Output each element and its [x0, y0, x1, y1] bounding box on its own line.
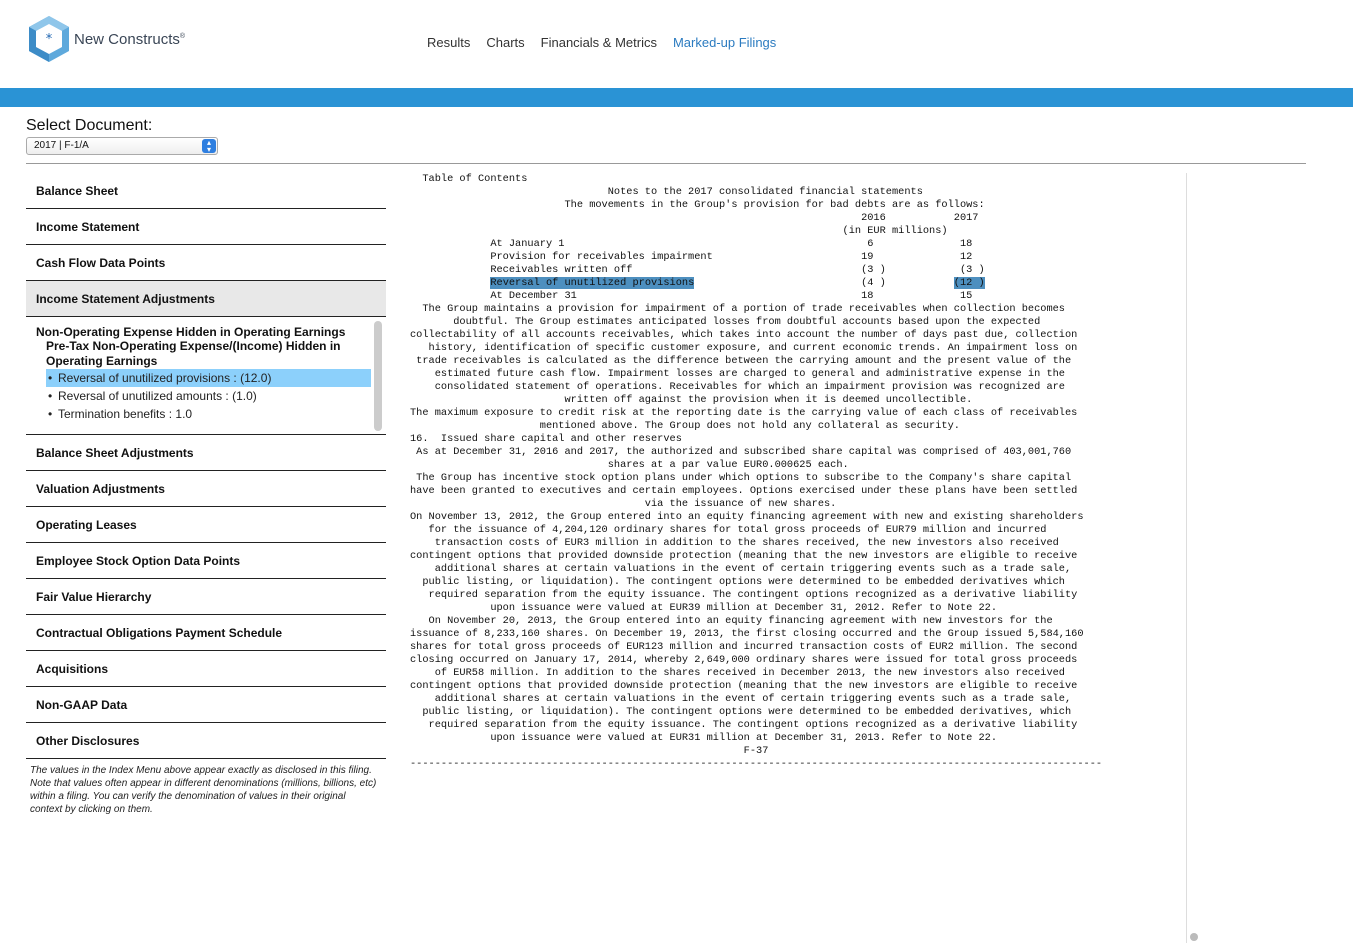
menu-cash-flow-data-points[interactable]: Cash Flow Data Points — [26, 245, 386, 281]
document-line: ---------------------------------------------------------------------------------------------------------------- — [410, 758, 1103, 770]
brand-name: New Constructs® — [74, 31, 186, 48]
document-line: Notes to the 2017 consolidated financial statements — [410, 186, 923, 198]
menu-employee-stock-option-data-points[interactable]: Employee Stock Option Data Points — [26, 543, 386, 579]
document-scrollbar[interactable] — [1186, 173, 1200, 943]
document-line: issuance of 8,233,160 shares. On December 19, 2013, the first closing occurred and the Group issued 5,584,160 — [410, 628, 1084, 640]
document-line: At December 31 18 15 — [410, 290, 973, 302]
document-line: consolidated statement of operations. Receivables for which an impairment provision was recognized are — [410, 381, 1065, 393]
document-line: Receivables written off (3 ) (3 ) — [410, 264, 985, 276]
document-line: upon issuance were valued at EUR31 million at December 31, 2013. Refer to Note 22. — [410, 732, 998, 744]
document-line: shares for total gross proceeds of EUR123 million and incurred transaction costs of EUR2 million. The second — [410, 641, 1078, 653]
document-select-value: 2017 | F-1/A — [34, 140, 89, 151]
main-nav — [427, 35, 792, 50]
document-line: doubtful. The Group estimates anticipated losses from doubtful accounts based upon the expected — [410, 316, 1041, 328]
document-line: via the issuance of new shares. — [410, 498, 837, 510]
document-line: trade receivables is calculated as the difference between the carrying amount and the present value of the — [410, 355, 1072, 367]
document-line: additional shares at certain valuations in the event of certain triggering events such as a trade sale, — [410, 563, 1072, 575]
scroll-thumb[interactable] — [1190, 933, 1198, 941]
document-line: contingent options that provided downside protection (meaning that the new investors are eligible to receive — [410, 680, 1078, 692]
highlighted-value[interactable]: (12 ) — [953, 277, 985, 289]
menu-operating-leases[interactable]: Operating Leases — [26, 507, 386, 543]
menu-acquisitions[interactable]: Acquisitions — [26, 651, 386, 687]
document-line: The Group maintains a provision for impairment of a portion of trade receivables when collection becomes — [410, 303, 1065, 315]
menu-fair-value-hierarchy[interactable]: Fair Value Hierarchy — [26, 579, 386, 615]
menu-contractual-obligations[interactable]: Contractual Obligations Payment Schedule — [26, 615, 386, 651]
document-line: As at December 31, 2016 and 2017, the authorized and subscribed share capital was comprised of 403,001,760 — [410, 446, 1072, 458]
menu-income-statement[interactable]: Income Statement — [26, 209, 386, 245]
income-statement-adjustments-panel — [26, 317, 386, 435]
index-menu-note: The values in the Index Menu above appear exactly as disclosed in this filing. Note that values often appear in different denominations (millions, billions, etc) within a filing. You can verify the denomination of values in their original context by clicking on them. — [30, 765, 377, 815]
nav-financials-metrics[interactable]: Financials & Metrics — [540, 35, 657, 50]
document-line: of EUR58 million. In addition to the shares received in December 2013, the new investors also received — [410, 667, 1065, 679]
section-subheading: Pre-Tax Non-Operating Expense/(Income) Hidden in Operating Earnings — [46, 339, 341, 368]
document-line: additional shares at certain valuations in the event of certain triggering events such as a trade sale, — [410, 693, 1072, 705]
adjustment-entry[interactable]: • Termination benefits : 1.0 — [46, 405, 371, 423]
document-line: On November 13, 2012, the Group entered into an equity financing agreement with new and existing shareholders — [410, 511, 1084, 523]
document-line: upon issuance were valued at EUR39 million at December 31, 2012. Refer to Note 22. — [410, 602, 998, 614]
document-line: 2016 2017 — [410, 212, 979, 224]
document-line: At January 1 6 18 — [410, 238, 973, 250]
menu-balance-sheet-adjustments[interactable]: Balance Sheet Adjustments — [26, 435, 386, 471]
panel-scrollbar[interactable] — [374, 321, 382, 431]
document-line: public listing, or liquidation). The contingent options were determined to be embedded derivatives, which — [410, 706, 1072, 718]
header — [0, 0, 1353, 88]
highlighted-text[interactable]: Reversal of unutilized provisions — [490, 277, 695, 289]
document-line: for the issuance of 4,204,120 ordinary shares for total gross proceeds of EUR79 million and incurred — [410, 524, 1047, 536]
svg-text:*: * — [45, 32, 53, 47]
menu-valuation-adjustments[interactable]: Valuation Adjustments — [26, 471, 386, 507]
document-select[interactable] — [26, 137, 218, 155]
document-line: have been granted to executives and certain employees. Options exercised under these plans have been settled — [410, 485, 1078, 497]
document-line: collectability of all accounts receivables, which takes into account the number of days past due, collection — [410, 329, 1078, 341]
nav-marked-up-filings[interactable]: Marked-up Filings — [672, 35, 777, 50]
select-arrows-icon: ▴ ▾ — [202, 139, 216, 153]
document-line: estimated future cash flow. Impairment losses are charged to general and administrative expense in the — [410, 368, 1065, 380]
index-menu — [26, 173, 386, 821]
document-line: public listing, or liquidation). The contingent options were determined to be embedded derivatives which — [410, 576, 1065, 588]
nav-results[interactable]: Results — [427, 35, 471, 50]
document-line: The Group has incentive stock option plans under which options to subscribe to the Company's share capital — [410, 472, 1072, 484]
section-heading: Non-Operating Expense Hidden in Operating Earnings — [36, 325, 346, 339]
document-line: written off against the provision when it is deemed uncollectible. — [410, 394, 973, 406]
adjustment-entry-selected[interactable]: • Reversal of unutilized provisions : (12.0) — [46, 369, 371, 387]
document-line: Reversal of unutilized provisions (4 ) (12 ) — [490, 277, 985, 289]
document-line: transaction costs of EUR3 million in addition to the shares received, the new investors also received — [410, 537, 1059, 549]
divider — [26, 163, 1306, 164]
adjustment-entry[interactable]: • Reversal of unutilized amounts : (1.0) — [46, 387, 371, 405]
document-line: shares at a par value EUR0.000625 each. — [410, 459, 849, 471]
nav-charts[interactable]: Charts — [486, 35, 525, 50]
document-line: F-37 — [410, 745, 769, 757]
header-accent-bar — [0, 88, 1353, 107]
document-line: The movements in the Group's provision for bad debts are as follows: — [410, 199, 985, 211]
menu-income-statement-adjustments[interactable]: Income Statement Adjustments — [26, 281, 386, 317]
document-line: closing occurred on January 17, 2014, whereby 2,649,000 ordinary shares were issued for total gross proceeds — [410, 654, 1078, 666]
adjustment-list — [46, 369, 371, 423]
document-line: required separation from the equity issuance. The contingent options recognized as a derivative liability — [410, 589, 1078, 601]
document-line: Table of Contents — [410, 173, 528, 185]
document-line: contingent options that provided downside protection (meaning that the new investors are eligible to receive — [410, 550, 1078, 562]
new-constructs-logo-icon[interactable] — [26, 14, 72, 64]
select-document-label: Select Document: — [26, 117, 153, 134]
menu-balance-sheet[interactable]: Balance Sheet — [26, 173, 386, 209]
menu-non-gaap-data[interactable]: Non-GAAP Data — [26, 687, 386, 723]
document-line: 16. Issued share capital and other reserves — [410, 433, 682, 445]
filing-document — [410, 173, 1130, 943]
document-line: On November 20, 2013, the Group entered into an equity financing agreement with new investors for the — [410, 615, 1053, 627]
document-line: Provision for receivables impairment 19 12 — [410, 251, 973, 263]
document-line: required separation from the equity issuance. The contingent options recognized as a derivative liability — [410, 719, 1078, 731]
document-line: (in EUR millions) — [410, 225, 948, 237]
document-line: history, identification of specific customer exposure, and current economic trends. An impairment loss on — [410, 342, 1078, 354]
document-line: mentioned above. The Group does not hold any collateral as security. — [410, 420, 960, 432]
menu-other-disclosures[interactable]: Other Disclosures — [26, 723, 386, 759]
document-line: The maximum exposure to credit risk at the reporting date is the carrying value of each class of receivables — [410, 407, 1078, 419]
